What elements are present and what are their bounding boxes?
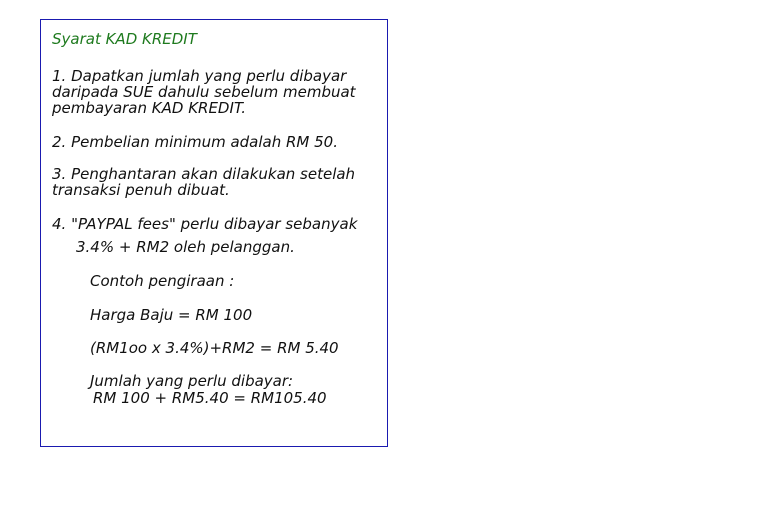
term-1-line-3: pembayaran KAD KREDIT. xyxy=(52,99,247,117)
example-calculation: (RM1oo x 3.4%)+RM2 = RM 5.40 xyxy=(90,339,339,357)
credit-card-terms-box xyxy=(40,19,388,447)
example-heading: Contoh pengiraan : xyxy=(90,272,235,290)
term-3-line-2: transaksi penuh dibuat. xyxy=(52,181,230,199)
term-1-line-2: daripada SUE dahulu sebelum membuat xyxy=(52,83,356,101)
term-4-line-2: 3.4% + RM2 oleh pelanggan. xyxy=(76,238,295,256)
term-1-line-1: 1. Dapatkan jumlah yang perlu dibayar xyxy=(52,67,347,85)
terms-title: Syarat KAD KREDIT xyxy=(52,30,197,48)
term-2-line-1: 2. Pembelian minimum adalah RM 50. xyxy=(52,133,338,151)
term-3-line-1: 3. Penghantaran akan dilakukan setelah xyxy=(52,165,356,183)
example-total-value: RM 100 + RM5.40 = RM105.40 xyxy=(93,389,327,407)
term-4-line-1: 4. "PAYPAL fees" perlu dibayar sebanyak xyxy=(52,215,358,233)
example-total-label: Jumlah yang perlu dibayar: xyxy=(90,372,294,390)
example-price: Harga Baju = RM 100 xyxy=(90,306,253,324)
